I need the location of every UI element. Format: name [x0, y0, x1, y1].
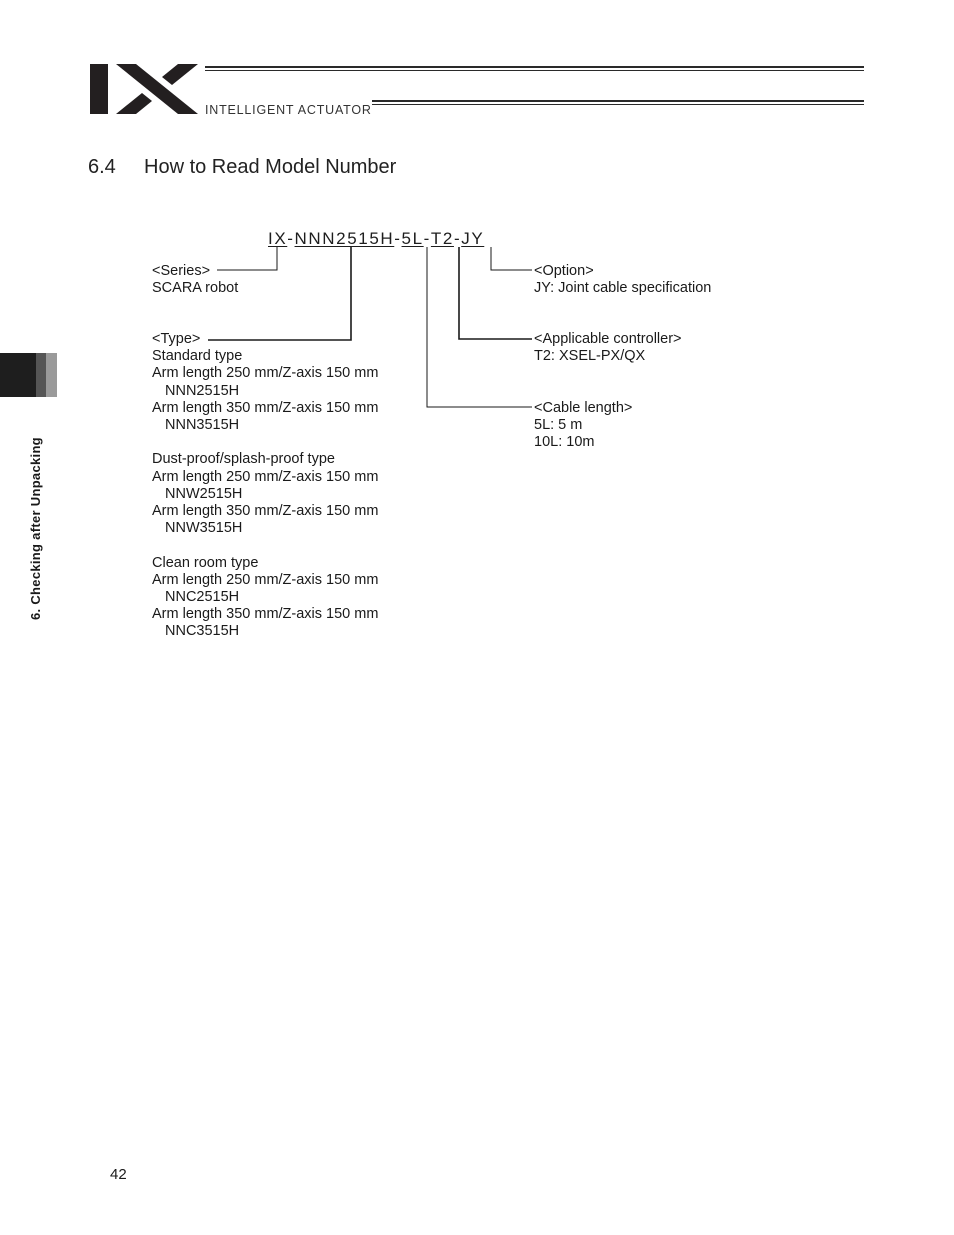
cable-leader — [427, 247, 532, 407]
model-separator: - — [423, 229, 431, 248]
controller-label: <Applicable controller> — [534, 331, 682, 347]
controller-leader — [459, 247, 532, 339]
model-option-code: JY — [461, 229, 485, 248]
page-number: 42 — [110, 1166, 127, 1183]
model-controller-code: T2 — [430, 229, 454, 248]
model-separator: - — [394, 229, 402, 248]
type-standard-arm350: Arm length 350 mm/Z-axis 150 mm — [152, 399, 379, 416]
cable-value-10l: 10L: 10m — [534, 434, 595, 451]
cable-label: <Cable length> — [534, 400, 633, 416]
series-value: SCARA robot — [152, 280, 239, 297]
header-rule-bottom — [372, 100, 864, 102]
cable-value-5l: 5L: 5 m — [534, 417, 583, 434]
option-value: JY: Joint cable specification — [534, 280, 712, 297]
series-block — [152, 263, 238, 297]
controller-block — [534, 331, 682, 365]
series-label: <Series> — [152, 263, 211, 279]
controller-value: T2: XSEL-PX/QX — [534, 348, 646, 365]
type-standard-code350: NNN3515H — [165, 417, 240, 434]
spacer — [152, 434, 378, 451]
type-clean-code350: NNC3515H — [165, 623, 240, 640]
section-title: How to Read Model Number — [144, 156, 397, 178]
chapter-tab-light — [46, 353, 57, 397]
type-dust-arm250: Arm length 250 mm/Z-axis 150 mm — [152, 468, 379, 485]
spacer — [152, 537, 378, 554]
section-number: 6.4 — [88, 156, 116, 178]
model-series-code: IX — [268, 229, 288, 248]
model-type-code: NNN2515H — [294, 229, 395, 248]
chapter-tab-dark — [0, 353, 36, 397]
type-clean-arm250: Arm length 250 mm/Z-axis 150 mm — [152, 571, 379, 588]
type-clean: Clean room type — [152, 554, 259, 571]
model-separator: - — [287, 229, 295, 248]
type-standard-arm250: Arm length 250 mm/Z-axis 150 mm — [152, 365, 379, 382]
header-rule-top — [205, 66, 864, 68]
model-separator: - — [453, 229, 462, 248]
model-cable-code: 5L — [401, 229, 424, 248]
ix-logo-mark — [88, 62, 200, 116]
chapter-side-label: 6. Checking after Unpacking — [28, 437, 43, 620]
type-block — [152, 331, 378, 641]
option-label: <Option> — [534, 263, 594, 279]
ix-logo — [88, 62, 200, 116]
type-standard: Standard type — [152, 348, 243, 365]
chapter-tab-mid — [36, 353, 46, 397]
type-dust-code350: NNW3515H — [165, 520, 243, 537]
cable-block — [534, 400, 632, 452]
option-leader — [491, 247, 532, 270]
header-rule-top-thin — [205, 70, 864, 71]
type-dust: Dust-proof/splash-proof type — [152, 451, 335, 468]
section-heading — [88, 156, 396, 179]
type-dust-code250: NNW2515H — [165, 485, 243, 502]
type-clean-arm350: Arm length 350 mm/Z-axis 150 mm — [152, 606, 379, 623]
brand-name: INTELLIGENT ACTUATOR — [205, 103, 372, 117]
type-standard-code250: NNN2515H — [165, 382, 240, 399]
option-block — [534, 263, 711, 297]
model-number — [268, 229, 484, 249]
type-label: <Type> — [152, 331, 201, 347]
type-clean-code250: NNC2515H — [165, 589, 240, 606]
type-dust-arm350: Arm length 350 mm/Z-axis 150 mm — [152, 503, 379, 520]
header-rule-bottom-thin — [372, 104, 864, 105]
